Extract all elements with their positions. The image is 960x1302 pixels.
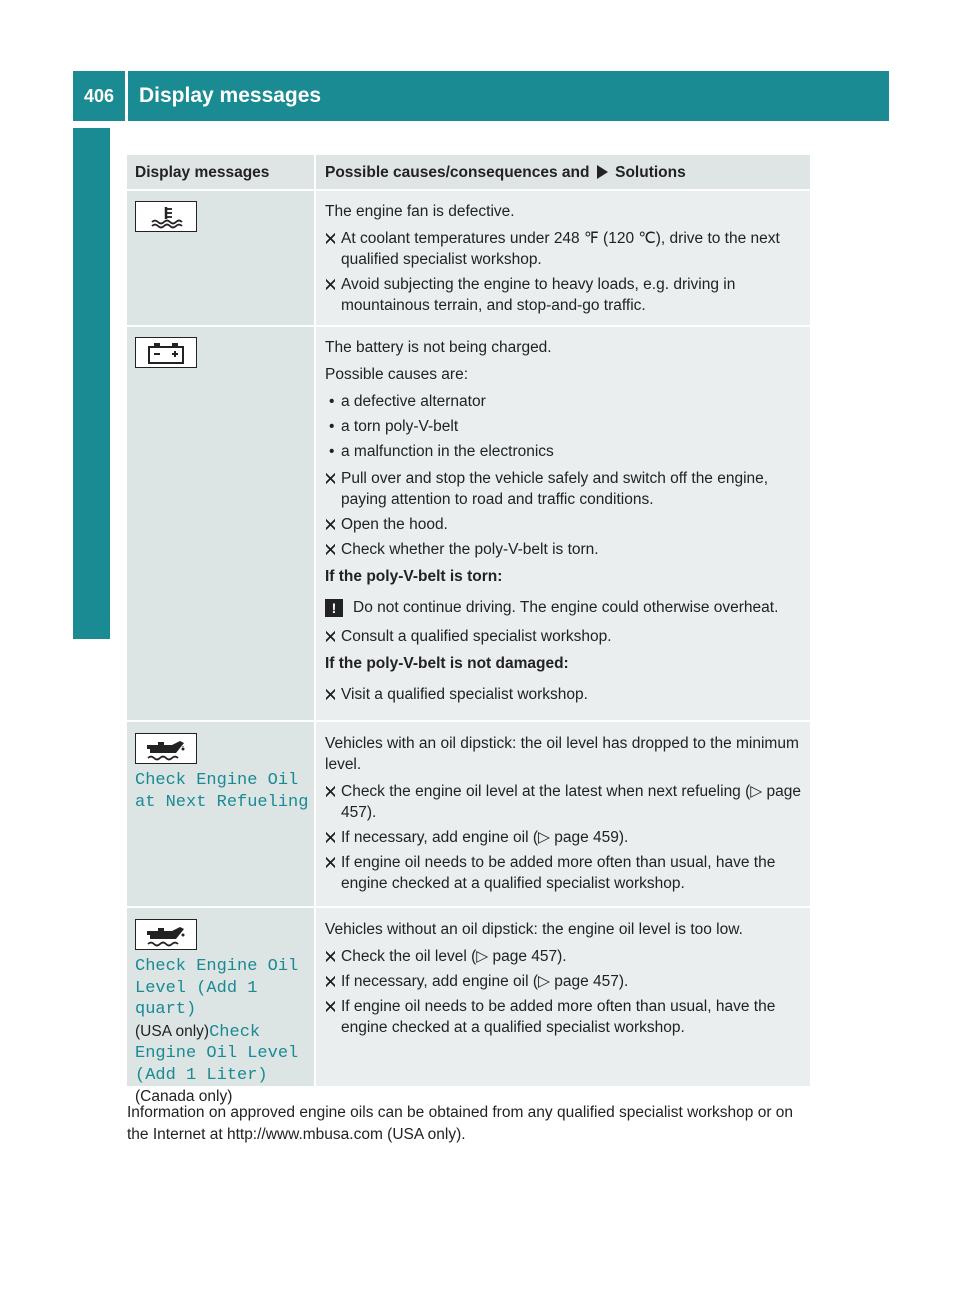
solution-step: Check whether the poly-V-belt is torn. (325, 539, 804, 560)
region-usa-note: (USA only) (135, 1022, 210, 1040)
solution-cell (314, 908, 810, 1086)
warning-text: Do not continue driving. The engine could otherwise overheat. (353, 599, 779, 616)
solution-step: At coolant temperatures under 248 ℉ (120 ℃), drive to the next qualified specialist workshop. (325, 228, 804, 270)
display-message-text: Check (209, 1022, 261, 1042)
cause-text: Vehicles without an oil dipstick: the engine oil level is too low. (325, 921, 743, 938)
message-cell (127, 327, 314, 720)
footer-note: Information on approved engine oils can be obtained from any qualified specialist workshop or on the Internet at http://www.mbusa.com (USA only). (127, 1104, 794, 1143)
page-header (73, 71, 889, 121)
display-messages-table (127, 155, 810, 1105)
solution-cell (314, 191, 810, 325)
solution-step: If engine oil needs to be added more often than usual, have the engine checked at a qualified specialist workshop. (325, 852, 804, 894)
solution-step: Consult a qualified specialist workshop. (325, 626, 804, 647)
display-message-text: Check Engine Oil (135, 957, 299, 976)
solution-cell (314, 327, 810, 720)
display-message-text: (Add 1 Liter) (135, 1065, 268, 1085)
cause-bullet: • a torn poly-V-belt (325, 416, 804, 437)
display-message-text: at Next Refueling (135, 792, 309, 812)
solution-step: Pull over and stop the vehicle safely and switch off the engine, paying attention to road and traffic conditions. (325, 468, 804, 510)
display-message-text: Engine Oil Level (135, 1044, 299, 1063)
cause-text: Vehicles with an oil dipstick: the oil level has dropped to the minimum level. (325, 735, 799, 773)
oil-can-icon (135, 919, 197, 950)
message-cell (127, 191, 314, 325)
solution-step: Check the engine oil level at the latest when next refueling (▷ page 457). (325, 781, 804, 823)
warning-note (325, 597, 804, 618)
solution-cell (314, 722, 810, 906)
sidebar-section-label: On-board computer and displays (20, 255, 43, 585)
solution-step: Visit a qualified specialist workshop. (325, 684, 804, 705)
header-causes-solutions (314, 155, 810, 189)
oil-can-icon (135, 733, 197, 764)
solution-step: Avoid subjecting the engine to heavy loads, e.g. driving in mountainous terrain, and stop-and-go traffic. (325, 274, 804, 316)
region-canada-note: (Canada only) (135, 1088, 233, 1105)
causes-intro: Possible causes are: (325, 366, 469, 383)
display-message-text: Level (Add 1 quart) (135, 978, 258, 1019)
table-header-row (127, 155, 810, 191)
battery-icon (135, 337, 197, 368)
solution-step: If engine oil needs to be added more often than usual, have the engine checked at a qualified specialist workshop. (325, 996, 804, 1038)
table-row (127, 908, 810, 1105)
message-cell (127, 722, 314, 906)
warning-icon: ! (325, 599, 343, 617)
header-causes-text: Possible causes/consequences and (325, 164, 590, 181)
table-row (127, 327, 810, 722)
cause-bullet: • a defective alternator (325, 391, 804, 412)
table-row (127, 722, 810, 908)
sidebar-marker (73, 594, 110, 639)
page-number: 406 (83, 86, 115, 106)
cause-text: The battery is not being charged. (325, 339, 552, 356)
sidebar-tab (73, 128, 110, 608)
condition-heading: If the poly-V-belt is torn: (325, 568, 503, 585)
header-solutions-text: Solutions (615, 164, 686, 181)
coolant-temperature-icon (135, 201, 197, 232)
header-display-messages: Display messages (127, 155, 314, 189)
message-cell (127, 908, 314, 1105)
solution-step: If necessary, add engine oil (▷ page 459). (325, 827, 804, 848)
region-note-line (135, 1021, 314, 1044)
page-title: Display messages (139, 84, 322, 107)
solution-step: If necessary, add engine oil (▷ page 457). (325, 971, 804, 992)
display-message-text: Check Engine Oil (135, 771, 299, 790)
arrow-right-icon (597, 165, 608, 179)
table-row (127, 191, 810, 327)
cause-text: The engine fan is defective. (325, 203, 515, 220)
condition-heading: If the poly-V-belt is not damaged: (325, 655, 569, 672)
header-divider (125, 71, 128, 121)
solution-step: Check the oil level (▷ page 457). (325, 946, 804, 967)
solution-step: Open the hood. (325, 514, 804, 535)
cause-bullet: • a malfunction in the electronics (325, 441, 804, 462)
